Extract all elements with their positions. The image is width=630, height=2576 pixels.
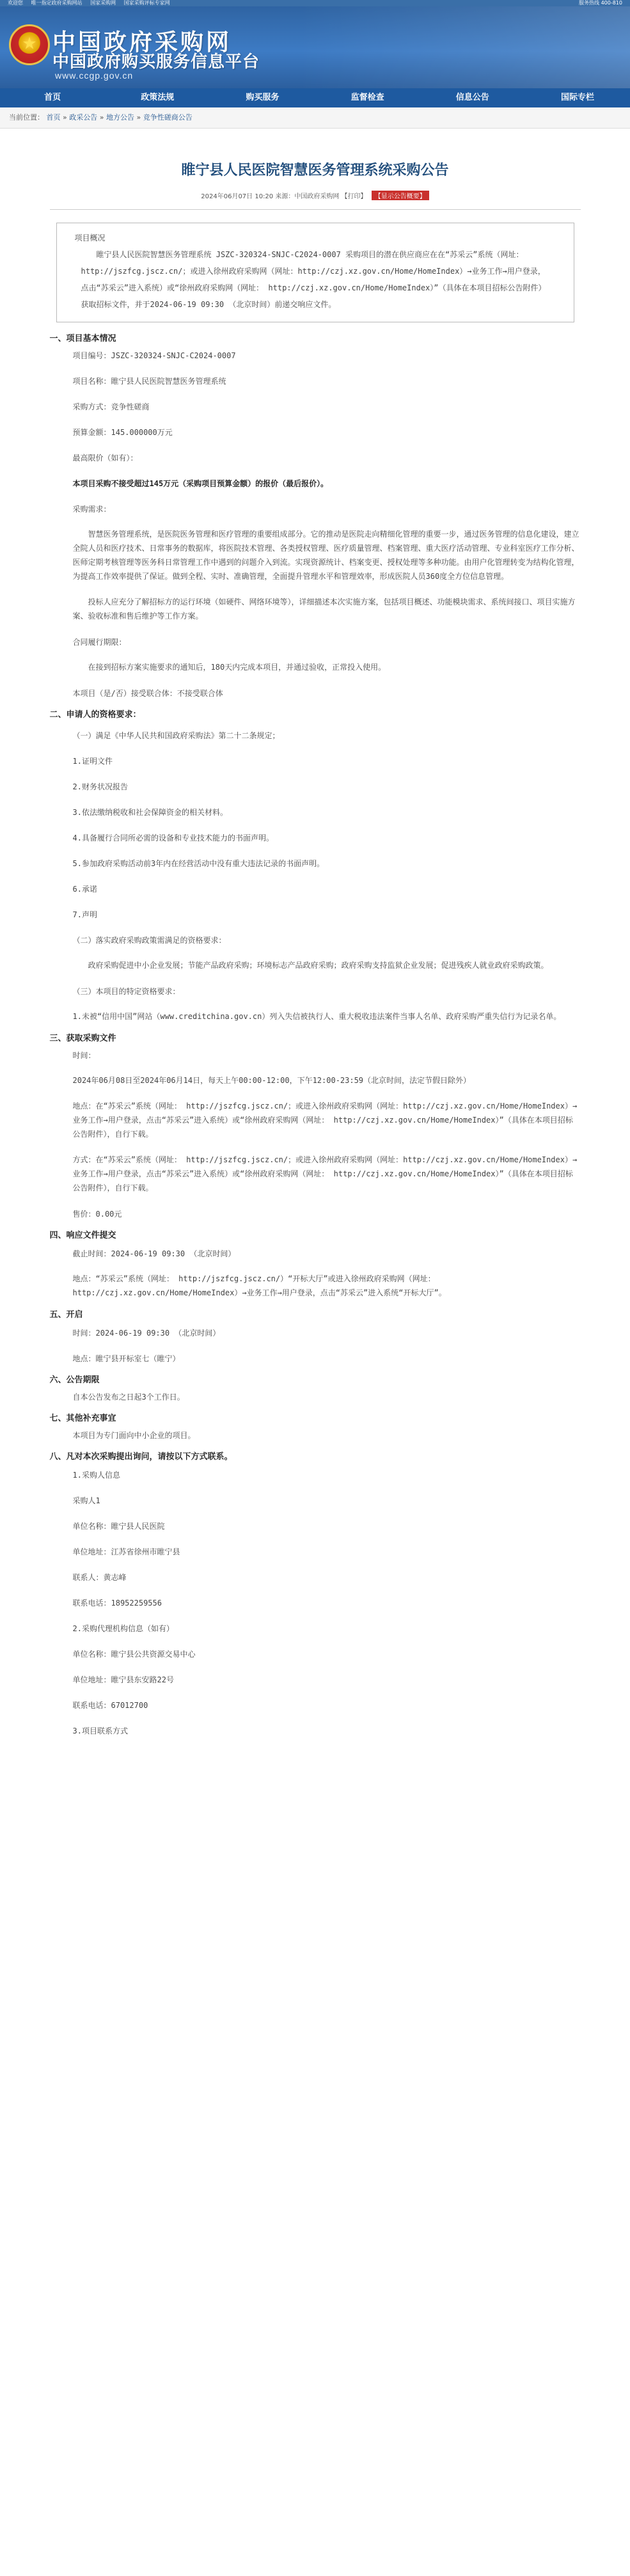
qualification-item: （三）本项目的特定资格要求： [72,987,180,996]
nav-notices[interactable]: 信息公告 [455,93,489,102]
section-title: 二、申请人的资格要求： [49,710,141,720]
site-title[interactable]: 中国政府采购网 [52,29,232,56]
requirements-paragraph: 智慧医务管理系统，是医院医务管理和医疗管理的重要组成部分。它的推动是医院走向精细化管理的重要一步，通过医务管理的信息化建设，建立全院人员和医疗技术、日常事务的数据库，将医院技术管理、各类授权管理、医疗质量管理、档案管理、重大医疗活动管理、专业科室医疗工作分析、医师定期考核管理等医务科日常管理工作中遇到的问题介入到流。实现资源统计、档案变更、授权处理等多种功能。由用户化管理转变为结构化管理，为提高工作效率提供了保证。做到全程、实时、准确管理，全面提升管理水平和管理效率，形成医院人员360度全方位信息管理。 [72,530,579,581]
top-link[interactable]: 国家采购评标专家网 [123,0,170,6]
project-name: 项目名称：睢宁县人民医院智慧医务管理系统 [72,377,226,386]
breadcrumb [0,107,630,128]
acquire-place: 地点：在“苏采云”系统（网址： http://jszfcg.jscz.cn/；或进入徐州政府采购网（网址：http://czj.xz.gov.cn/Home/HomeIndex）→业务工作→用户登录，点击“苏采云”进入系统）或“徐州政府采购网（网址： http://czj.xz.gov.cn/Home/HomeIndex）”（具体在本项目招标公告附件），自行下载。 [72,1102,578,1139]
qualification-item: 7.声明 [72,910,97,919]
hotline-number: 400-810 [601,0,622,6]
qualification-item: 5.参加政府采购活动前3年内在经营活动中没有重大违法记录的书面声明。 [72,859,325,868]
breadcrumb-bar [0,107,630,129]
document-price: 售价：0.00元 [72,1210,122,1219]
qualification-item: （二）落实政府采购政策需满足的资格要求： [72,936,226,945]
national-emblem-icon [9,24,50,65]
contact-line: 联系电话：67012700 [72,1701,148,1710]
breadcrumb-local[interactable]: 地方公告 [106,113,134,122]
contact-line: 单位名称：睢宁县公共资源交易中心 [72,1650,196,1659]
notice-period: 自本公告发布之日起3个工作日。 [72,1393,185,1402]
qualification-item: 1.证明文件 [72,757,113,766]
submit-deadline: 截止时间：2024-06-19 09:30 （北京时间） [72,1249,236,1258]
requirements-paragraph: 投标人应充分了解招标方的运行环境（如硬件、网络环境等），详细描述本次实施方案，包括项目概述、功能模块需求、系统间接口、项目实施方案、验收标准和售后维护等工作方案。 [72,597,576,620]
contact-line: 单位地址：睢宁县东安路22号 [72,1675,174,1684]
site-banner [0,6,630,88]
section-title: 三、获取采购文件 [49,1034,116,1043]
contact-heading: 3.项目联系方式 [72,1727,128,1735]
breadcrumb-prefix: 当前位置： [9,113,44,122]
section-title: 一、项目基本情况 [49,334,116,344]
breadcrumb-notices[interactable]: 政采公告 [69,113,98,122]
section-title: 六、公告期限 [49,1375,100,1385]
article-container [50,159,581,1750]
article-date: 2024年06月07日 10:20 [201,193,274,200]
qualification-text: 1.未被“信用中国”网站（www.creditchina.gov.cn）列入失信被执行人、重大税收违法案件当事人名单、政府采购严重失信行为记录名单。 [72,1012,562,1021]
hotline-label: 服务热线 [579,0,600,6]
top-utility-right [579,0,622,6]
nav-supervision[interactable]: 监督检查 [350,93,384,102]
article-meta [50,191,581,200]
summary-heading: 项目概况 [74,233,106,242]
qualification-item: 3.依法缴纳税收和社会保障资金的相关材料。 [72,808,228,817]
breadcrumb-current[interactable]: 竞争性磋商公告 [143,113,193,122]
nav-international[interactable]: 国际专栏 [560,93,594,102]
breadcrumb-sep: » [63,113,70,122]
project-summary-box [56,223,574,322]
top-link[interactable]: 唯一指定政府采购网站 [31,0,83,6]
contact-line: 联系电话：18952259556 [72,1599,162,1608]
divider [50,209,581,210]
other-matters: 本项目为专门面向中小企业的项目。 [72,1431,196,1440]
max-price: 最高限价（如有）： [72,454,138,462]
section-title: 五、开启 [49,1310,83,1320]
article-body [50,333,581,1737]
article-source: 来源：中国政府采购网 [275,193,340,200]
section-title: 四、响应文件提交 [49,1231,116,1240]
top-utility-bar [0,0,630,6]
article-title: 睢宁县人民医院智慧医务管理系统采购公告 [181,162,449,178]
acquire-time-label: 时间： [72,1051,96,1060]
top-link[interactable]: 欢迎您 [8,0,23,6]
contact-heading: 1.采购人信息 [72,1471,120,1480]
section-title: 七、其他补充事宜 [49,1414,116,1423]
budget-amount: 预算金额：145.000000万元 [72,428,173,437]
qualification-item: 4.具备履行合同所必需的设备和专业技术能力的书面声明。 [72,834,274,842]
nav-home[interactable]: 首页 [44,93,61,102]
summary-text: 睢宁县人民医院智慧医务管理系统 JSZC-320324-SNJC-C2024-0007 采购项目的潜在供应商应在在“苏采云”系统（网址： http://jszfcg.jscz.cn/；或进入徐州政府采购网（网址：http://czj.xz.gov.cn/Home/HomeIndex）→业务工作→用户登录，点击“苏采云”进入系统）或“徐州政府采购网（网址： http://czj.xz.gov.cn/Home/HomeIndex）”（具体在本项目招标公告附件）获取招标文件，并于2024-06-19 09:30 （北京时间）前递交响应文件。 [81,250,546,309]
nav-services[interactable]: 购买服务 [246,93,280,102]
contact-line: 单位地址：江苏省徐州市睢宁县 [72,1547,180,1556]
contact-line: 联系人：黄志峰 [72,1573,127,1582]
site-url: www.ccgp.gov.cn [55,70,134,81]
price-limit: 本项目采购不接受超过145万元（采购项目预算金额）的报价（最后报价）。 [72,479,329,488]
site-subtitle: 中国政府购买服务信息平台 [52,52,260,72]
star-icon: ★ [22,34,37,54]
requirements-label: 采购需求： [72,505,111,514]
print-link[interactable]: 【打印】 [341,193,367,200]
nav-policy[interactable]: 政策法规 [141,93,175,102]
opening-place: 地点：睢宁县开标室七（睢宁） [72,1354,180,1363]
project-code: 项目编号：JSZC-320324-SNJC-C2024-0007 [72,351,236,360]
qualification-item: （一）满足《中华人民共和国政府采购法》第二十二条规定； [72,731,280,740]
contract-period: 在接到招标方案实施要求的通知后，180天内完成本项目，并通过验收，正常投入使用。 [88,663,386,672]
acquire-way: 方式：在“苏采云”系统（网址： http://jszfcg.jscz.cn/；或进入徐州政府采购网（网址：http://czj.xz.gov.cn/Home/HomeIndex）→业务工作→用户登录，点击“苏采云”进入系统）或“徐州政府采购网（网址： http://czj.xz.gov.cn/Home/HomeIndex）”（具体在本项目招标公告附件），自行下载。 [72,1155,578,1192]
contract-period-label: 合同履行期限： [72,638,127,647]
procurement-method: 采购方式：竞争性磋商 [72,402,150,411]
contact-heading: 2.采购代理机构信息（如有） [72,1624,174,1633]
main-nav [0,88,630,107]
acquire-time: 2024年06月08日至2024年06月14日，每天上午00:00-12:00，下午12:00-23:59（北京时间，法定节假日除外） [72,1076,471,1085]
opening-time: 时间：2024-06-19 09:30 （北京时间） [72,1329,221,1338]
qualification-item: 6.承诺 [72,885,97,894]
consortium: 本项目（是/否）接受联合体：不接受联合体 [72,689,223,698]
qualification-item: 2.财务状况报告 [72,782,128,791]
spacer [50,1737,581,1750]
banner-decoration [297,6,630,88]
top-utility-left [8,0,177,6]
breadcrumb-home[interactable]: 首页 [46,113,61,122]
top-link[interactable]: 国家采购网 [90,0,116,6]
breadcrumb-sep: » [136,113,143,122]
breadcrumb-sep: » [99,113,106,122]
contact-line: 单位名称：睢宁县人民医院 [72,1522,165,1531]
section-title: 八、凡对本次采购提出询问，请按以下方式联系。 [49,1452,233,1462]
qualification-text: 政府采购促进中小企业发展；节能产品政府采购；环境标志产品政府采购；政府采购支持监狱企业发展；促进残疾人就业政府采购政策。 [88,961,549,970]
contact-line: 采购人1 [72,1496,100,1505]
submit-place: 地点：“苏采云”系统（网址： http://jszfcg.jscz.cn/）“开标大厅”或进入徐州政府采购网（网址：http://czj.xz.gov.cn/Home/HomeIndex）→业务工作→用户登录，点击“苏采云”进入系统“开标大厅”。 [72,1274,446,1297]
show-summary-button[interactable]: 【显示公告概要】 [372,191,429,200]
